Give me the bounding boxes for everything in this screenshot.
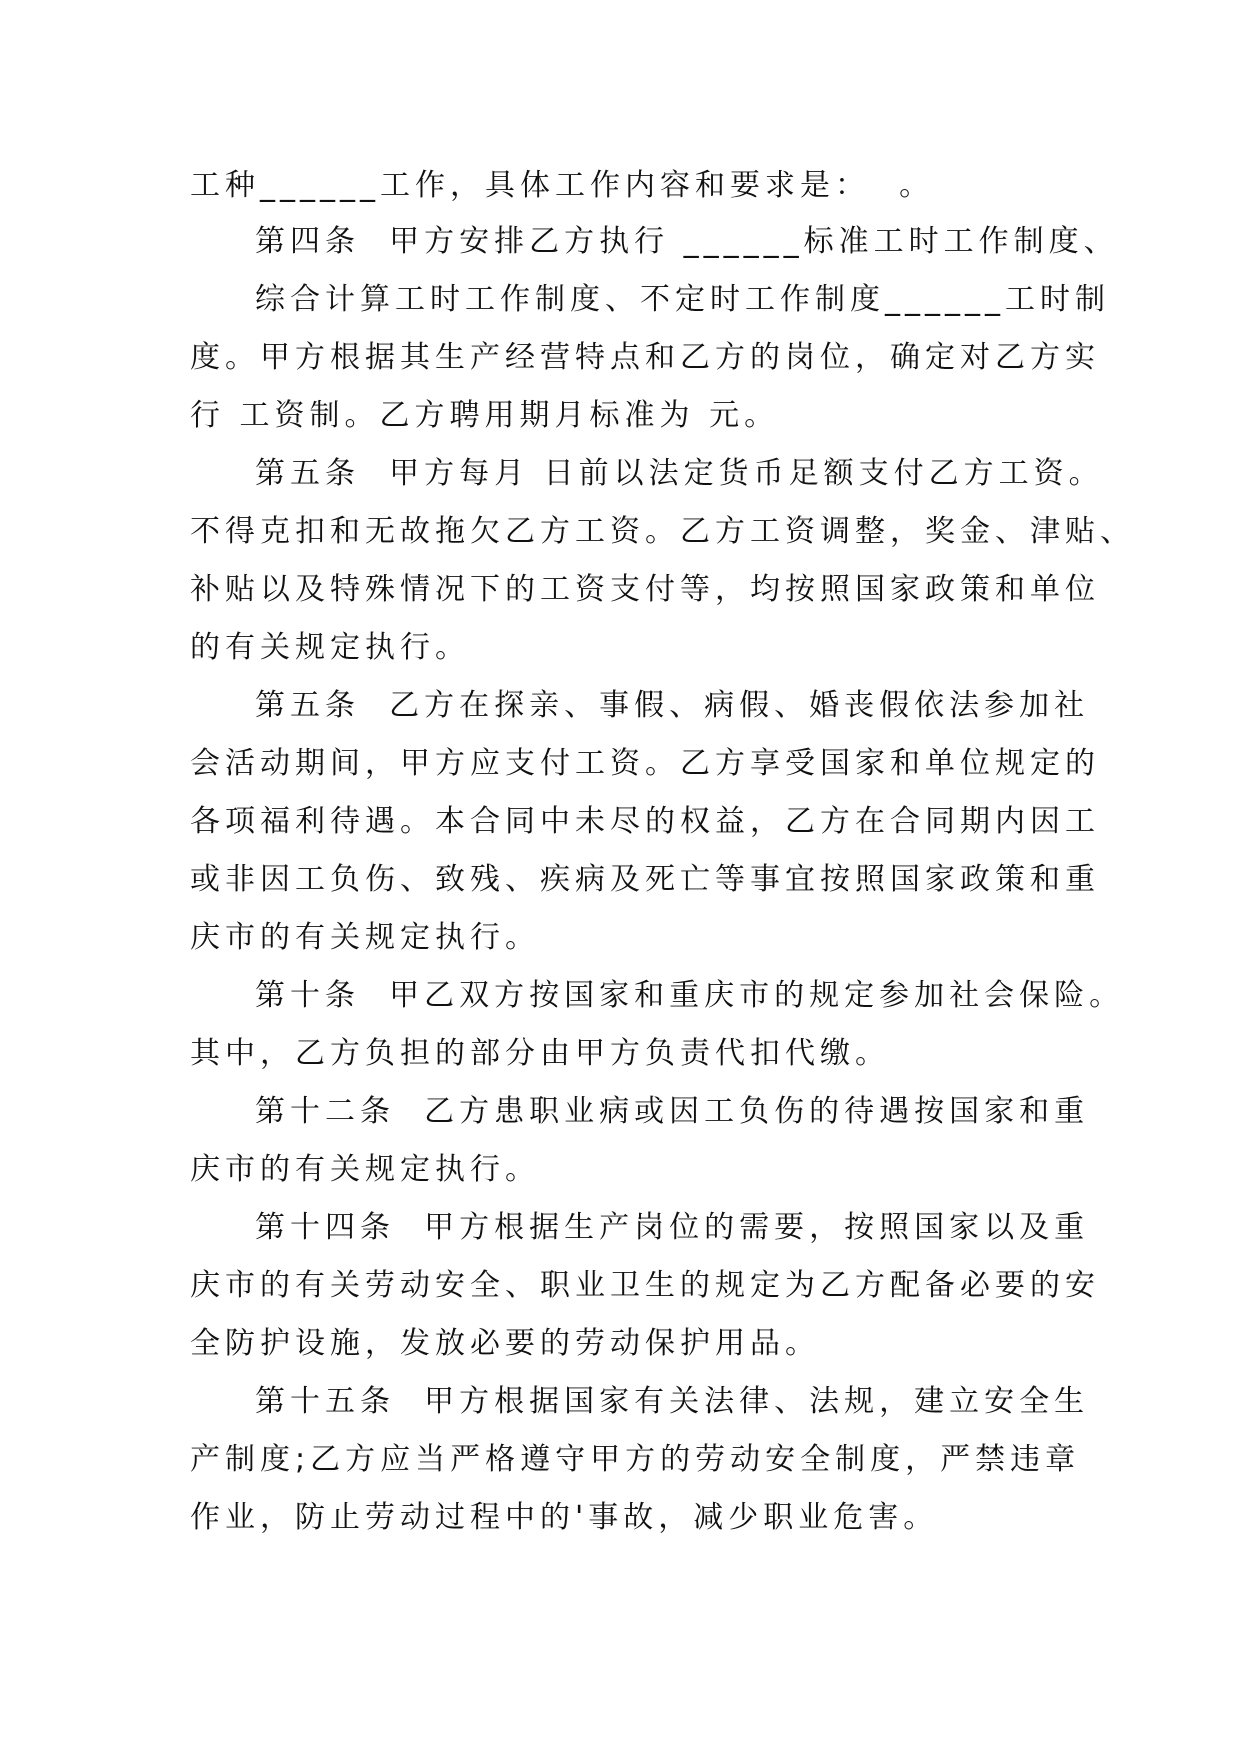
text-line: 第十四条 甲方根据生产岗位的需要，按照国家以及重 bbox=[255, 1210, 1090, 1245]
text-line: 各项福利待遇。本合同中未尽的权益，乙方在合同期内因工 bbox=[190, 804, 1100, 839]
text-line: 第十五条 甲方根据国家有关法律、法规，建立安全生 bbox=[255, 1384, 1090, 1419]
text-line: 全防护设施，发放必要的劳动保护用品。 bbox=[190, 1326, 820, 1361]
text-line: 庆市的有关规定执行。 bbox=[190, 920, 540, 955]
text-line: 第十二条 乙方患职业病或因工负伤的待遇按国家和重 bbox=[255, 1094, 1090, 1129]
text-line: 的有关规定执行。 bbox=[190, 630, 470, 665]
text-line: 产制度;乙方应当严格遵守甲方的劳动安全制度，严禁违章 bbox=[190, 1442, 1081, 1477]
text-line: 行 工资制。乙方聘用期月标准为 元。 bbox=[190, 398, 780, 433]
text-line: 会活动期间，甲方应支付工资。乙方享受国家和单位规定的 bbox=[190, 746, 1100, 781]
text-line: 不得克扣和无故拖欠乙方工资。乙方工资调整，奖金、津贴、 bbox=[190, 514, 1135, 549]
text-line: 或非因工负伤、致残、疾病及死亡等事宜按照国家政策和重 bbox=[190, 862, 1100, 897]
text-line: 综合计算工时工作制度、不定时工作制度______工时制 bbox=[255, 282, 1110, 317]
text-line: 其中，乙方负担的部分由甲方负责代扣代缴。 bbox=[190, 1036, 890, 1071]
text-line: 作业，防止劳动过程中的'事故，减少职业危害。 bbox=[190, 1500, 939, 1535]
text-line: 度。甲方根据其生产经营特点和乙方的岗位，确定对乙方实 bbox=[190, 340, 1100, 375]
text-line: 工种______工作，具体工作内容和要求是： 。 bbox=[190, 168, 935, 203]
text-line: 第五条 甲方每月 日前以法定货币足额支付乙方工资。 bbox=[255, 456, 1104, 491]
text-line: 补贴以及特殊情况下的工资支付等，均按照国家政策和单位 bbox=[190, 572, 1100, 607]
text-line: 庆市的有关规定执行。 bbox=[190, 1152, 540, 1187]
text-line: 庆市的有关劳动安全、职业卫生的规定为乙方配备必要的安 bbox=[190, 1268, 1100, 1303]
text-line: 第四条 甲方安排乙方执行 ______标准工时工作制度、 bbox=[255, 224, 1119, 259]
text-line: 第五条 乙方在探亲、事假、病假、婚丧假依法参加社 bbox=[255, 688, 1090, 723]
text-line: 第十条 甲乙双方按国家和重庆市的规定参加社会保险。 bbox=[255, 978, 1125, 1013]
